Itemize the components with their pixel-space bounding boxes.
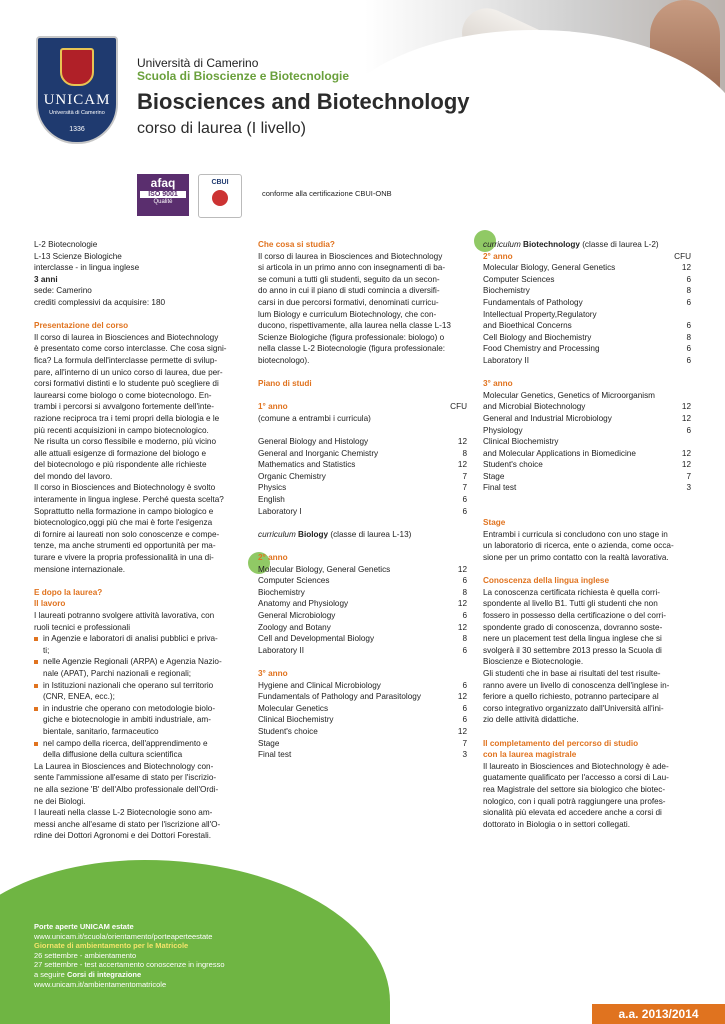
course-name: Clinical Biochemistry: [483, 437, 559, 447]
section-heading: 2° anno: [258, 553, 288, 563]
bullet-item: [34, 633, 242, 656]
course-name: General and Inorganic Chemistry: [258, 448, 379, 458]
paragraph-line: biotecnologo).: [258, 355, 310, 365]
course-name: Physiology: [483, 425, 523, 435]
paragraph-line: alle attuali esigenze di formazione del biologo e: [34, 448, 207, 458]
course-row: [258, 575, 467, 587]
paragraph-line: se comuni a tutti gli studenti, seguito da un secon-: [258, 274, 440, 284]
course-name: Final test: [258, 750, 292, 760]
paragraph-line: messi anche all'esame di stato per l'iscrizione all'O-: [34, 819, 221, 829]
paragraph-line: La Laurea in Biosciences and Biotechnology con-: [34, 761, 214, 771]
course-cfu: 12: [457, 726, 467, 736]
course-name: Zoology and Botany: [258, 622, 331, 632]
spacer: [34, 575, 242, 587]
curriculum-label: curriculum: [483, 240, 521, 249]
paragraph-line: corso integrativo organizzato dall'Università all'ini-: [483, 703, 664, 713]
column-middle: [258, 239, 467, 761]
paragraph-line: Il corso di laurea in Biosciences and Biotechnology: [34, 332, 219, 342]
section-heading: Piano di studi: [258, 379, 312, 389]
paragraph-line: tenze, ma anche strumenti ed opportunità per ma-: [34, 541, 216, 551]
paragraph-line: Bioscienze e Biotecnologie.: [483, 657, 584, 667]
paragraph-line: guatamente qualificato per l'accesso a corsi di Lau-: [483, 773, 669, 783]
course-cfu: 6: [462, 576, 467, 586]
cfu-label: CFU: [674, 251, 691, 261]
course-cfu: 6: [462, 611, 467, 620]
paragraph-line: nella classe L-2 Biotecnologie (figura professionale:: [258, 344, 446, 354]
bullet-line: giche e biotecnologie in ambiti industriale, am-: [43, 715, 211, 725]
paragraph-line: fica? La formula dell'interclasse permette di svilup-: [34, 355, 218, 365]
paragraph-line: Il corso di laurea in Biosciences and Biotechnology: [258, 251, 443, 261]
section-heading: Che cosa si studia?: [258, 240, 335, 249]
course-name: and Molecular Applications in Biomedicine: [483, 448, 636, 458]
course-row: [258, 622, 467, 634]
curriculum-heading: [258, 529, 467, 541]
course-cfu: 6: [462, 506, 467, 516]
course-row: [258, 506, 467, 518]
course-cfu: 6: [686, 344, 691, 354]
paragraph-line: sione per un primo contatto con la realtà lavorativa.: [483, 553, 669, 563]
course-name: Clinical Biochemistry: [258, 715, 334, 725]
course-row: [483, 285, 691, 297]
course-name: Physics: [258, 483, 287, 493]
course-row: [483, 309, 691, 321]
course-cfu: 8: [686, 286, 691, 296]
university-name: Università di Camerino: [137, 56, 259, 70]
paragraph-line: dottorato in Biologia o in settori collegati.: [483, 819, 631, 829]
course-name: Computer Sciences: [258, 576, 330, 586]
cbui-logo: CBUI: [198, 174, 242, 218]
paragraph-line: laurearsi come biologo o come biotecnologo. En-: [34, 390, 212, 400]
intro-line: 3 anni: [34, 274, 58, 284]
footer-link[interactable]: www.unicam.it/scuola/orientamento/porteaperteestate: [34, 931, 213, 941]
page-title: Biosciences and Biotechnology: [137, 89, 470, 114]
course-name: Biochemistry: [483, 286, 530, 296]
course-name: Molecular Genetics: [258, 703, 329, 713]
paragraph-line: feriore a quello richiesto, potranno partecipare al: [483, 692, 659, 702]
course-cfu: 6: [462, 495, 467, 505]
paragraph-line: corsi formativi distinti e lo studente può scegliere di: [34, 379, 219, 389]
course-name: Laboratory II: [258, 645, 304, 655]
spacer: [258, 656, 467, 668]
paragraph-line: interamente in lingua inglese. Perché questa scelta?: [34, 495, 224, 505]
course-name: Organic Chemistry: [258, 471, 326, 481]
course-row: [258, 448, 467, 460]
course-name: Fundamentals of Pathology and Parasitology: [258, 692, 421, 702]
spacer: [258, 517, 467, 529]
paragraph-line: ne alla sezione 'B' dell'Albo professionale dell'Ordi-: [34, 784, 219, 794]
spacer: [258, 390, 467, 402]
paragraph-line: Gli studenti che in base ai risultati del test risulte-: [483, 668, 661, 678]
year-heading-row: [483, 251, 691, 263]
course-name: Laboratory I: [258, 506, 302, 516]
course-row: [258, 726, 467, 738]
year-heading-row: [258, 401, 467, 413]
course-row: [483, 436, 691, 448]
course-cfu: 6: [686, 425, 691, 435]
spacer: [258, 425, 467, 437]
paragraph-line: I laureati nella classe L-2 Biotecnologie sono am-: [34, 808, 213, 818]
paragraph-line: nere un placement test della lingua inglese che si: [483, 634, 662, 644]
course-row: [483, 262, 691, 274]
year-heading: 1° anno: [258, 402, 288, 412]
paragraph-line: ranno avere un livello di conoscenza dell'inglese in-: [483, 680, 670, 690]
course-name: Anatomy and Physiology: [258, 599, 349, 609]
paragraph-line: del mondo del lavoro.: [34, 471, 113, 481]
paragraph-line: Il laureato in Biosciences and Biotechnology è ade-: [483, 761, 669, 771]
course-row: [483, 413, 691, 425]
footer-link[interactable]: www.unicam.it/ambientamentomatricole: [34, 979, 167, 989]
course-name: Intellectual Property,Regulatory: [483, 309, 597, 319]
course-row: [483, 343, 691, 355]
bullet-line: della diffusione della cultura scientifica: [43, 750, 183, 760]
paragraph-line: più recenti acquisizioni in campo biotecnologico.: [34, 425, 209, 435]
column-left: [34, 239, 242, 842]
spacer: [483, 564, 691, 576]
course-cfu: 6: [462, 703, 467, 713]
course-name: Molecular Genetics, Genetics of Microorganism: [483, 390, 656, 400]
intro-line: interclasse - in lingua inglese: [34, 263, 140, 273]
bullet-line: nel campo della ricerca, dell'apprendimento e: [43, 738, 208, 748]
paragraph-line: carsi in due percorsi formativi, denominati curricu-: [258, 297, 439, 307]
course-name: Final test: [483, 483, 517, 493]
course-row: [258, 494, 467, 506]
paragraph-line: ruoli tecnici e professionali: [34, 622, 131, 632]
paragraph-line: si articola in un primo anno con insegnamenti di ba-: [258, 263, 446, 273]
paragraph-line: del biotecnologo e più rispondente alle richieste: [34, 460, 207, 470]
bullet-line: in industrie che operano con metodologie biolo-: [43, 703, 216, 713]
spacer: [483, 726, 691, 738]
course-row: [258, 703, 467, 715]
spacer: [258, 367, 467, 379]
course-cfu: 8: [462, 587, 467, 597]
course-cfu: 6: [462, 680, 467, 690]
course-cfu: 12: [457, 599, 467, 609]
paragraph-line: mensione internazionale.: [34, 564, 126, 574]
course-cfu: 12: [681, 460, 691, 470]
course-cfu: 12: [457, 622, 467, 632]
course-row: [483, 390, 691, 402]
spacer: [34, 309, 242, 321]
course-row: [258, 471, 467, 483]
course-row: [258, 645, 467, 657]
course-row: [483, 401, 691, 413]
course-name: Stage: [483, 471, 505, 481]
paragraph-line: do anno in cui il piano di studi comincia a diversifi-: [258, 286, 440, 296]
course-row: [483, 459, 691, 471]
curriculum-heading: [483, 239, 691, 251]
course-name: Biochemistry: [258, 587, 305, 597]
afaq-iso-logo: afaq ISO 9001 Qualité: [137, 174, 189, 216]
course-cfu: 12: [681, 402, 691, 412]
course-name: English: [258, 495, 285, 505]
course-cfu: 3: [462, 750, 467, 760]
bullet-line: ti;: [43, 645, 50, 655]
course-name: Mathematics and Statistics: [258, 460, 356, 470]
course-row: [258, 587, 467, 599]
spacer: [483, 506, 691, 518]
intro-line: L-13 Scienze Biologiche: [34, 251, 122, 261]
paragraph-line: La conoscenza certificata richiesta è quella corri-: [483, 587, 661, 597]
course-cfu: 12: [457, 564, 467, 574]
course-name: Hygiene and Clinical Microbiology: [258, 680, 381, 690]
paragraph-line: rea Magistrale del settore sia biologico che biotec-: [483, 784, 666, 794]
course-cfu: 6: [462, 715, 467, 725]
course-cfu: 8: [462, 634, 467, 644]
course-cfu: 6: [686, 297, 691, 307]
course-name: and Bioethical Concerns: [483, 321, 572, 331]
paragraph-line: svolgerà il 30 settembre 2013 presso la Scuola di: [483, 645, 662, 655]
seal-icon: [212, 190, 228, 206]
course-cfu: 7: [462, 471, 467, 481]
course-cfu: 12: [457, 692, 467, 702]
paragraph-line: un laboratorio di ricerca, ente o azienda, come occa-: [483, 541, 674, 551]
section-heading: Conoscenza della lingua inglese: [483, 576, 610, 586]
unicam-logo: UNICAM Università di Camerino 1336: [36, 36, 118, 144]
course-row: [258, 633, 467, 645]
course-row: [258, 598, 467, 610]
column-right: [483, 239, 691, 830]
course-cfu: 6: [686, 274, 691, 284]
bullet-item: [34, 680, 242, 703]
paragraph-line: nologico, con i quali potrà raggiungere una profes-: [483, 796, 666, 806]
curriculum-label: curriculum: [258, 529, 296, 539]
course-cfu: 7: [462, 483, 467, 493]
course-row: [483, 332, 691, 344]
course-name: Computer Sciences: [483, 274, 555, 284]
paragraph-line: pare, all'interno di un unico corso di laurea, due per-: [34, 367, 223, 377]
course-cfu: 12: [681, 448, 691, 458]
course-name: Cell Biology and Biochemistry: [483, 332, 592, 342]
paragraph-line: spondente grado di conoscenza, dovranno soste-: [483, 622, 663, 632]
course-cfu: 6: [686, 355, 691, 365]
paragraph-line: è presentato come corso interclasse. Che cosa signi-: [34, 344, 227, 354]
paragraph-line: Il corso in Biosciences and Biotechnology è svolto: [34, 483, 216, 493]
bullet-line: (CNR, ENEA, ecc.);: [43, 692, 115, 702]
paragraph-line: zio delle attività didattiche.: [483, 715, 579, 725]
bullet-line: in Agenzie e laboratori di analisi pubblici e priva-: [43, 634, 218, 644]
paragraph-line: ducono, rispettivamente, alla laurea nella classe L-13: [258, 321, 451, 331]
paragraph-line: ne dei Biologi.: [34, 796, 86, 806]
certification-text: conforme alla certificazione CBUI-ONB: [262, 189, 392, 198]
course-row: [258, 459, 467, 471]
paragraph-line: rdine dei Dottori Agronomi e dei Dottori Forestali.: [34, 831, 212, 841]
course-cfu: 3: [686, 483, 691, 493]
course-row: [258, 714, 467, 726]
paragraph-line: spondente al livello B1. Tutti gli studenti che non: [483, 599, 658, 609]
course-row: [483, 448, 691, 460]
course-row: [258, 610, 467, 622]
course-row: [258, 564, 467, 576]
course-cfu: 12: [457, 437, 467, 447]
course-row: [483, 297, 691, 309]
paragraph-line: sente l'ammissione all'esame di stato per l'iscrizio-: [34, 773, 217, 783]
course-name: Stage: [258, 738, 280, 748]
paragraph-line: razione reciproca tra i temi propri della biologia e le: [34, 413, 220, 423]
intro-line: L-2 Biotecnologie: [34, 240, 98, 249]
paragraph-line: lum Biology e curriculum Biotechnology, che con-: [258, 309, 437, 319]
course-row: [483, 320, 691, 332]
course-cfu: 7: [686, 471, 691, 481]
paragraph-line: I laureati potranno svolgere attività lavorativa, con: [34, 611, 215, 620]
section-heading: Stage: [483, 518, 506, 528]
curriculum-class: (classe di laurea L-2): [582, 240, 659, 249]
course-name: Fundamentals of Pathology: [483, 297, 583, 307]
spacer: [483, 367, 691, 379]
page-subtitle: corso di laurea (I livello): [137, 120, 306, 137]
academic-year: a.a. 2013/2014: [592, 1004, 725, 1024]
course-name: General and Industrial Microbiology: [483, 413, 612, 423]
paragraph-line: trambi i percorsi si avvalgono fortemente dell'inte-: [34, 402, 214, 412]
course-name: Molecular Biology, General Genetics: [258, 564, 391, 574]
paragraph-line: sionalità più elevata ed accedere anche a corsi di: [483, 808, 662, 818]
course-cfu: 6: [462, 645, 467, 655]
bullet-line: nale (APAT), Parchi nazionali e regionali;: [43, 668, 192, 678]
course-name: and Microbial Biotechnology: [483, 402, 586, 412]
footer-info: Porte aperte UNICAM estate www.unicam.it/scuola/orientamento/porteaperteestate Giornate di ambientamento per le Matricole 26 settembre - ambientamento 27 settembre - test accertamento conoscenze in ingresso a seguire Corsi di integrazione www.unicam.it/ambientamentomatricole: [34, 922, 284, 989]
section-heading: Il lavoro: [34, 599, 66, 609]
course-row: [483, 355, 691, 367]
course-name: General Microbiology: [258, 611, 336, 620]
paragraph-line: Scienze Biologiche (figura professionale: biologo) o: [258, 332, 445, 342]
paragraph-line: biotecnologico,oggi più che mai è forte l'esigenza: [34, 518, 213, 528]
course-cfu: 12: [681, 263, 691, 273]
section-heading: Il completamento del percorso di studio: [483, 738, 639, 748]
curriculum-class: (classe di laurea L-13): [330, 529, 412, 539]
section-heading: 3° anno: [483, 379, 513, 389]
course-name: General Biology and Histology: [258, 437, 369, 447]
paragraph-line: di fornire ai laureati non solo conoscenze e compe-: [34, 529, 220, 539]
course-cfu: 12: [457, 460, 467, 470]
course-row: [258, 738, 467, 750]
curriculum-name: Biology: [298, 529, 329, 539]
spacer: [258, 540, 467, 552]
bullet-line: nelle Agenzie Regionali (ARPA) e Agenzia Nazio-: [43, 657, 222, 667]
course-cfu: 7: [462, 738, 467, 748]
crest-icon: [60, 48, 94, 86]
course-row: [258, 482, 467, 494]
year-heading: 2° anno: [483, 251, 513, 261]
spacer: [483, 494, 691, 506]
section-heading: Presentazione del corso: [34, 321, 129, 331]
course-row: [483, 274, 691, 286]
intro-line: sede: Camerino: [34, 286, 92, 296]
course-cfu: 12: [681, 413, 691, 423]
course-name: Cell and Developmental Biology: [258, 634, 375, 644]
course-row: [258, 691, 467, 703]
section-heading: 3° anno: [258, 668, 288, 678]
course-cfu: 8: [686, 332, 691, 342]
course-row: [258, 749, 467, 761]
bullet-line: bientale, sanitario, farmaceutico: [43, 726, 159, 736]
school-name: Scuola di Bioscienze e Biotecnologie: [137, 69, 350, 83]
course-row: [258, 436, 467, 448]
bullet-item: [34, 703, 242, 738]
course-row: [483, 471, 691, 483]
course-row: [483, 425, 691, 437]
bullet-line: in Istituzioni nazionali che operano sul territorio: [43, 680, 214, 690]
year-note: (comune a entrambi i curricula): [258, 413, 371, 423]
section-heading: E dopo la laurea?: [34, 587, 103, 597]
course-cfu: 8: [462, 448, 467, 458]
bullet-item: [34, 738, 242, 761]
course-name: Food Chemistry and Processing: [483, 344, 600, 354]
section-heading: con la laurea magistrale: [483, 750, 577, 760]
paragraph-line: Soprattutto nella formazione in campo biologico e: [34, 506, 214, 516]
intro-line: crediti complessivi da acquisire: 180: [34, 297, 166, 307]
cfu-label: CFU: [450, 402, 467, 412]
course-row: [483, 482, 691, 494]
paragraph-line: turare e vivere la propria professionalità in una di-: [34, 553, 214, 563]
course-name: Laboratory II: [483, 355, 529, 365]
paragraph-line: fossero in possesso della certificazione o del corri-: [483, 611, 666, 620]
course-name: Molecular Biology, General Genetics: [483, 263, 616, 273]
paragraph-line: Entrambi i curricula si concludono con uno stage in: [483, 529, 668, 539]
paragraph-line: Ne risulta un corso flessibile e moderno, più vicino: [34, 437, 217, 447]
course-row: [258, 680, 467, 692]
bullet-item: [34, 656, 242, 679]
header-photo: [365, 0, 725, 150]
course-name: Student's choice: [483, 460, 543, 470]
curriculum-name: Biotechnology: [523, 240, 580, 249]
course-cfu: 6: [686, 321, 691, 331]
course-name: Student's choice: [258, 726, 318, 736]
